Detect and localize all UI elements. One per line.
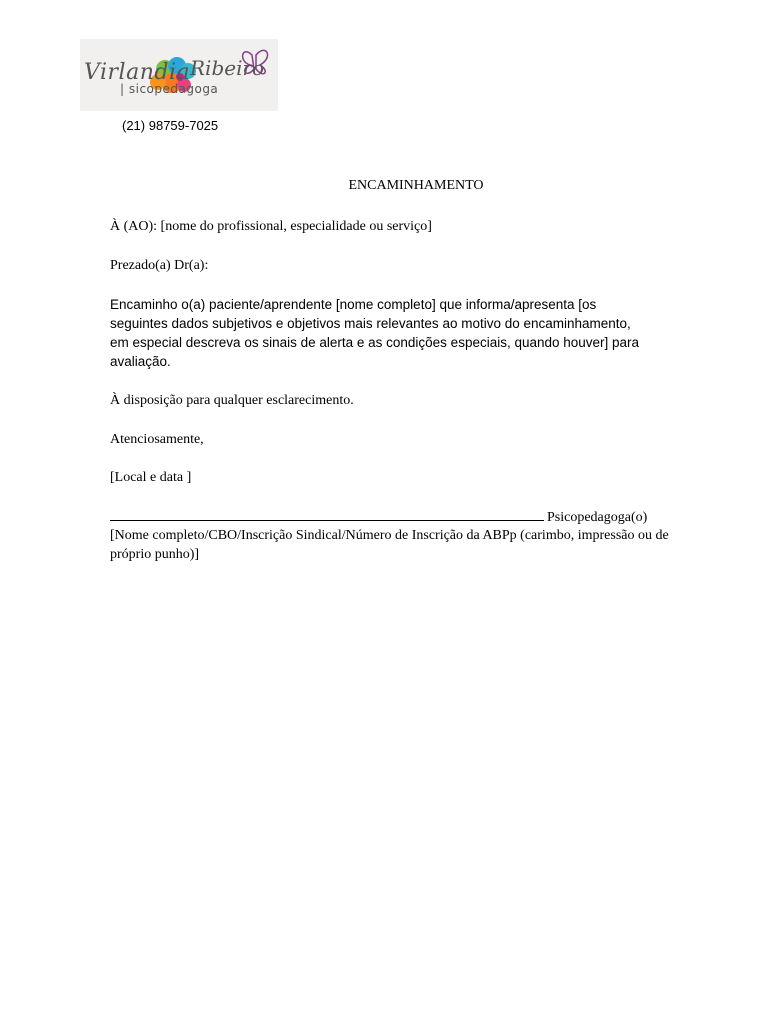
logo-script-first: Virlandia	[84, 60, 191, 85]
logo-graphic	[80, 39, 278, 111]
logo	[80, 39, 278, 111]
signature-line	[110, 507, 647, 527]
greeting-line: Prezado(a) Dr(a):	[110, 258, 209, 273]
document-title: ENCAMINHAMENTO	[348, 178, 484, 193]
logo-subtitle: | sicopedagoga	[120, 82, 219, 96]
recipient-line: À (AO): [nome do profissional, especialidade ou serviço]	[110, 219, 432, 234]
phone-number: (21) 98759-7025	[122, 118, 219, 133]
signature-details: [Nome completo/CBO/Inscrição Sindical/Número de Inscrição da ABPp (carimbo, impressão ou de próprio punho)]	[110, 528, 669, 562]
body-paragraph: Encaminho o(a) paciente/aprendente [nome completo] que informa/apresenta [os seguintes dados subjetivos e objetivos mais relevantes ao motivo do encaminhamento, em especial descreva os sinais de alerta e as condições especiais, quando houver] para avaliação.	[110, 297, 640, 369]
signature-rule	[110, 507, 544, 521]
closing-line: Atenciosamente,	[110, 432, 204, 447]
place-date-line: [Local e data ]	[110, 470, 192, 485]
availability-line: À disposição para qualquer esclarecimento.	[110, 393, 354, 408]
logo-script-last: Ribeiro	[190, 56, 265, 80]
signature-role: Psicopedagoga(o)	[547, 510, 648, 525]
